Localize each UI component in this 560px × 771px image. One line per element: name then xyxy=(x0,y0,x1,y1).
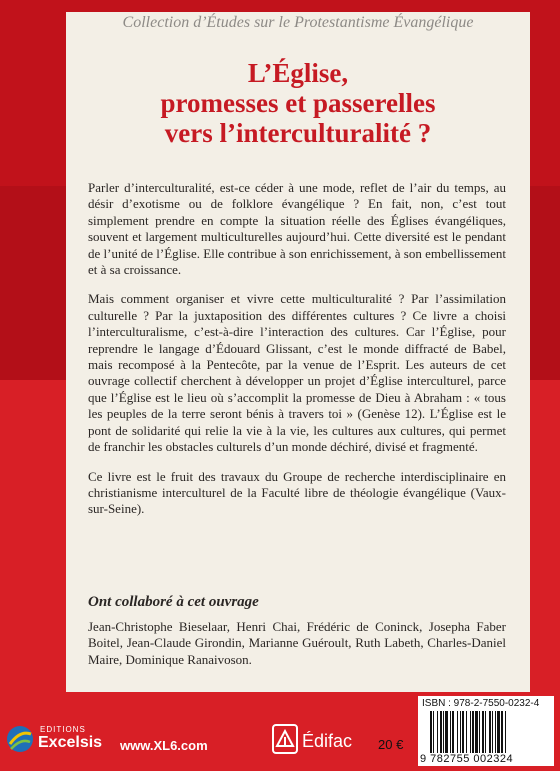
barcode-bar xyxy=(505,711,506,753)
excelsis-name: Excelsis xyxy=(38,734,103,751)
barcode-bar xyxy=(501,711,503,753)
blurb-paragraph-3: Ce livre est le fruit des travaux du Groupe de recherche interdisciplinaire en christianisme interculturel de la Faculté libre de théologie évangélique (Vaux-sur-Seine). xyxy=(88,468,506,517)
barcode-bar xyxy=(462,711,464,753)
series-title: Collection d’Études sur le Protestantisme Évangélique xyxy=(122,14,474,31)
blurb xyxy=(88,180,506,531)
barcode-bar xyxy=(460,711,461,753)
barcode-image xyxy=(428,711,546,753)
blurb-paragraph-2: Mais comment organiser et vivre cette multiculturalité ? Par l’assimilation culturelle ? Par la juxtaposition des différentes cultures ? Ce livre a choisi l’interculturalisme, c’est-à-dire l’interaction des cultures. Car l’Église, pour reprendre le langage d’Édouard Glissant, c’est le monde diffracté de Babel, mais recomposé à la Pentecôte, par la venue de l’Esprit. Les auteurs de cet ouvrage collectif cherchent à développer un projet d’Église interculturel, parce que l’Église est le lieu où s’accomplit la promesse de Dieu à Abraham : « tous les peuples de la terre seront bénis à travers toi » (Genèse 12). L’Église est le pont de solidarité qui relie la vie à la vie, les cultures aux cultures, qui permet de franchir les obstacles culturels d’un monde déchiré, divisé et fragmenté. xyxy=(88,291,506,455)
barcode-bar xyxy=(452,711,454,753)
website-link[interactable]: www.XL6.com xyxy=(120,738,208,753)
barcode-bar xyxy=(475,711,478,753)
barcode-bar xyxy=(450,711,451,753)
barcode-bar xyxy=(445,711,448,753)
barcode-bar xyxy=(472,711,474,753)
barcode-bar xyxy=(495,711,496,753)
barcode-bar xyxy=(497,711,500,753)
barcode-bar xyxy=(433,711,434,753)
book-title xyxy=(66,58,530,148)
barcode-bar xyxy=(457,711,458,753)
barcode-bar xyxy=(470,711,471,753)
barcode-bar xyxy=(479,711,480,753)
barcode-bar xyxy=(466,711,467,753)
barcode-bar xyxy=(443,711,444,753)
barcode-bar xyxy=(482,711,484,753)
title-line-1: L’Église, xyxy=(247,58,349,88)
barcode-digits: 9 782755 002324 xyxy=(420,753,514,765)
excelsis-logo-icon xyxy=(6,722,34,756)
barcode-bar xyxy=(430,711,432,753)
blurb-paragraph-1: Parler d’interculturalité, est-ce céder à une mode, reflet de l’air du temps, au désir d’exotisme ou de folklore évangélique ? En fait, non, c’est tout simplement prendre en compte la situation réelle des Églises évangéliques, souvent et largement multiculturelles aujourd’hui. Cette diversité est le pendant de l’unité de l’Église. Elle contribue à son enrichissement, à son embellissement et à sa croissance. xyxy=(88,180,506,278)
edifac-logo-icon xyxy=(272,724,298,754)
barcode-bar xyxy=(485,711,486,753)
price: 20 € xyxy=(378,737,404,752)
contributors-heading: Ont collaboré à cet ouvrage xyxy=(88,594,259,610)
excelsis-editions-label: EDITIONS xyxy=(40,725,86,734)
title-line-3: vers l’interculturalité ? xyxy=(164,118,432,148)
barcode-bar xyxy=(489,711,491,753)
isbn: ISBN : 978-2-7550-0232-4 xyxy=(422,698,540,709)
contributors-list: Jean-Christophe Bieselaar, Henri Chai, Frédéric de Coninck, Josepha Faber Boitel, Jean-Claude Girondin, Marianne Guéroult, Ruth Labeth, Charles-Daniel Maire, Dominique Ranaivoson. xyxy=(88,619,506,667)
barcode-bar xyxy=(437,711,438,753)
barcode-bar xyxy=(440,711,442,753)
title-line-2: promesses et passerelles xyxy=(160,88,436,118)
barcode-bar xyxy=(492,711,493,753)
edifac-name: Édifac xyxy=(302,731,353,751)
